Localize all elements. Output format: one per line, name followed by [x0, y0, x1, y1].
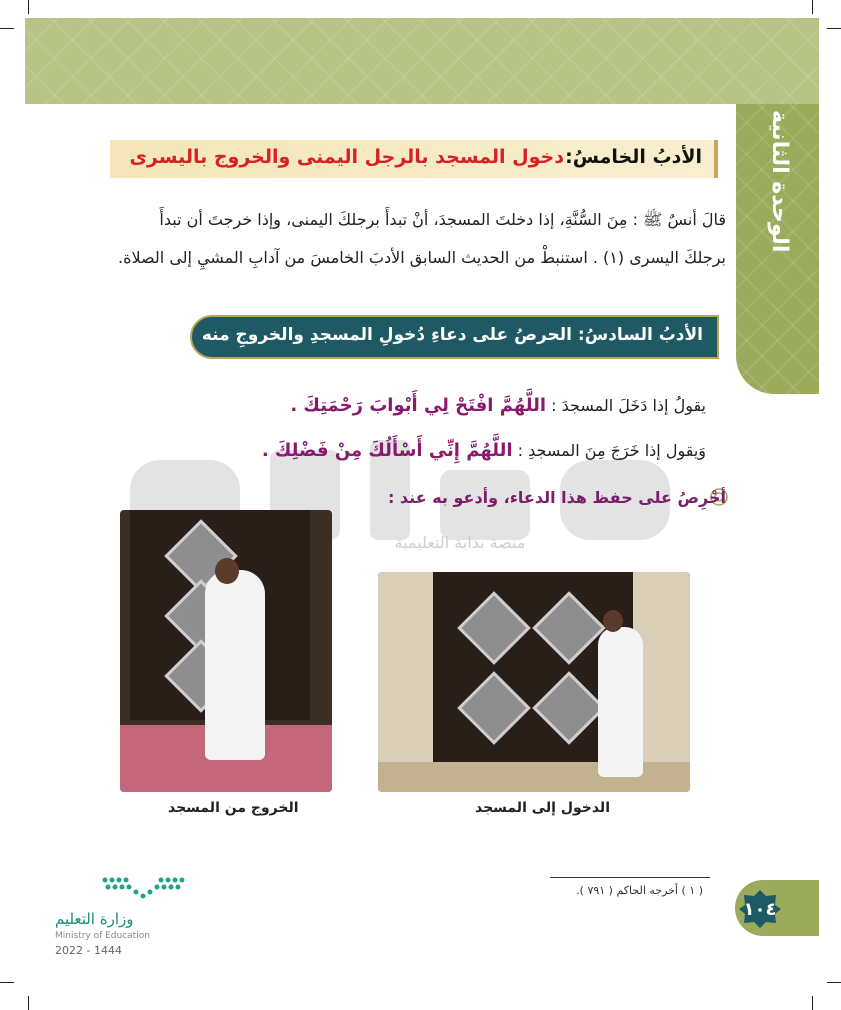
adab6-heading — [190, 315, 719, 359]
adab5-heading — [110, 140, 718, 178]
crop-mark — [827, 982, 841, 983]
adab5-label: الأدبُ الخامسُ: — [565, 146, 702, 168]
crop-mark — [0, 28, 14, 29]
header-band — [25, 18, 819, 104]
adab5-paragraph-line2: برجلكَ اليسرى (١) . استنبطْ من الحديث السابق الأدبَ الخامسَ من آدابِ المشيِ إلى الصلاة. — [118, 248, 726, 267]
ministry-logo-icon — [100, 872, 195, 902]
exit-dua-text: اللَّهُمَّ إِنِّي أَسْأَلُكَ مِنْ فَضْلِكَ . — [261, 440, 513, 461]
floor — [378, 762, 690, 792]
boy-head — [215, 558, 239, 584]
boy-head — [603, 610, 623, 632]
exit-mosque-photo — [120, 510, 332, 792]
crop-mark — [812, 0, 813, 14]
crop-mark — [28, 996, 29, 1010]
page-number: ١٠٤ — [743, 899, 777, 920]
enter-mosque-photo — [378, 572, 690, 792]
crop-mark — [0, 982, 14, 983]
exit-dua-line — [262, 440, 706, 461]
adab6-title: الأدبُ السادسُ: الحرصُ على دعاءِ دُخولِ المسجدِ والخروجِ منه — [201, 325, 703, 345]
enter-dua-line — [290, 395, 706, 416]
enter-dua-text: اللَّهُمَّ افْتَحْ لِي أَبْوابَ رَحْمَتِكَ . — [290, 395, 547, 416]
crop-mark — [28, 0, 29, 14]
enter-dua-intro: يقولُ إذا دَخَلَ المسجدَ : — [551, 396, 706, 415]
unit-tab-label: الوحدة الثانية — [767, 110, 792, 253]
boy-figure — [598, 627, 643, 777]
exit-caption: الخروج من المسجد — [168, 800, 299, 816]
ministry-name-ar: وزارة التعليم — [55, 910, 134, 928]
ministry-name-en: Ministry of Education — [55, 931, 150, 941]
crop-mark — [812, 996, 813, 1010]
footnote-divider — [550, 877, 710, 878]
tip-text: أحْرِصُ على حفظ هذا الدعاء، وأدعو به عند : — [387, 488, 726, 507]
footnote: ( ١ ) أخرجه الحاكم ( ٧٩١ ). — [576, 884, 703, 897]
crop-mark — [827, 28, 841, 29]
watermark-text: منصة بداية التعليمية — [394, 533, 526, 550]
adab5-title: دخول المسجد بالرجل اليمنى والخروج باليسرى — [129, 146, 564, 168]
exit-dua-intro: وَيقول إذا خَرَجَ مِنَ المسجدِ : — [517, 441, 706, 460]
enter-caption: الدخول إلى المسجد — [475, 800, 610, 816]
boy-figure — [205, 570, 265, 760]
edition-year: 2022 - 1444 — [55, 944, 122, 957]
adab5-paragraph-line1: قالَ أنسٌ ﷺ : مِنَ السُّنَّةِ، إذا دخلتَ المسجدَ، أنْ تبدأَ برجلكَ اليمنى، وإذا خرجتَ أن تبدأَ — [159, 210, 726, 229]
